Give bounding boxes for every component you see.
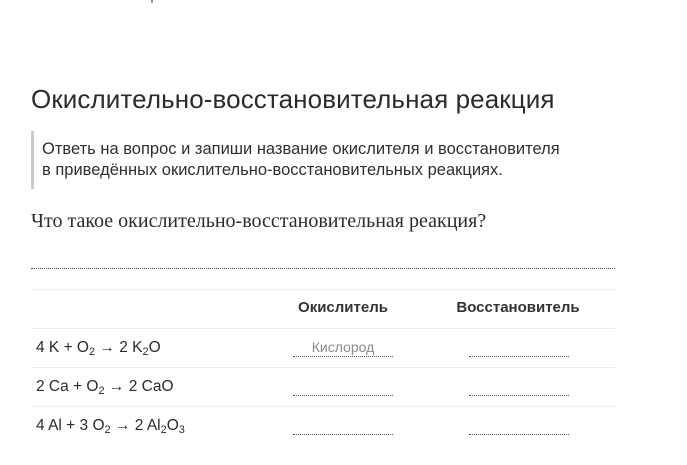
question-text: Что такое окислительно-восстановительная реакция?: [31, 210, 487, 232]
oxidizer-input[interactable]: Кислород: [293, 338, 393, 357]
table-row: [31, 367, 615, 406]
instruction-block: [31, 131, 611, 189]
reaction-equation: 4 $K + O_2 \to 2$ $K_2O$: [36, 339, 161, 358]
oxidizer-input[interactable]: [293, 416, 393, 435]
page-title: Окислительно-восстановительная реакция: [31, 84, 555, 114]
reaction-equation: 4 Al + 3 $O_2 \to 2$ $Al_2O_3$: [36, 417, 185, 436]
table-row: [31, 328, 615, 367]
reducer-input[interactable]: [469, 338, 569, 357]
column-header-reducer: Восстановитель: [456, 299, 580, 316]
instruction-line: Ответь на вопрос и запиши название окислителя и восстановителя: [42, 140, 560, 158]
column-header-oxidizer: Окислитель: [298, 299, 388, 316]
instruction-line: в приведённых окислительно-восстановительных реакциях.: [42, 161, 503, 179]
table-divider: [31, 289, 615, 290]
answer-input[interactable]: [31, 268, 615, 269]
header-fragment: [151, 0, 153, 3]
reaction-equation: 2 $Ca + O_2 \to 2$ CaO: [36, 378, 174, 397]
reducer-input[interactable]: [469, 377, 569, 396]
oxidizer-input[interactable]: [293, 377, 393, 396]
reducer-input[interactable]: [469, 416, 569, 435]
table-row: [31, 406, 615, 445]
